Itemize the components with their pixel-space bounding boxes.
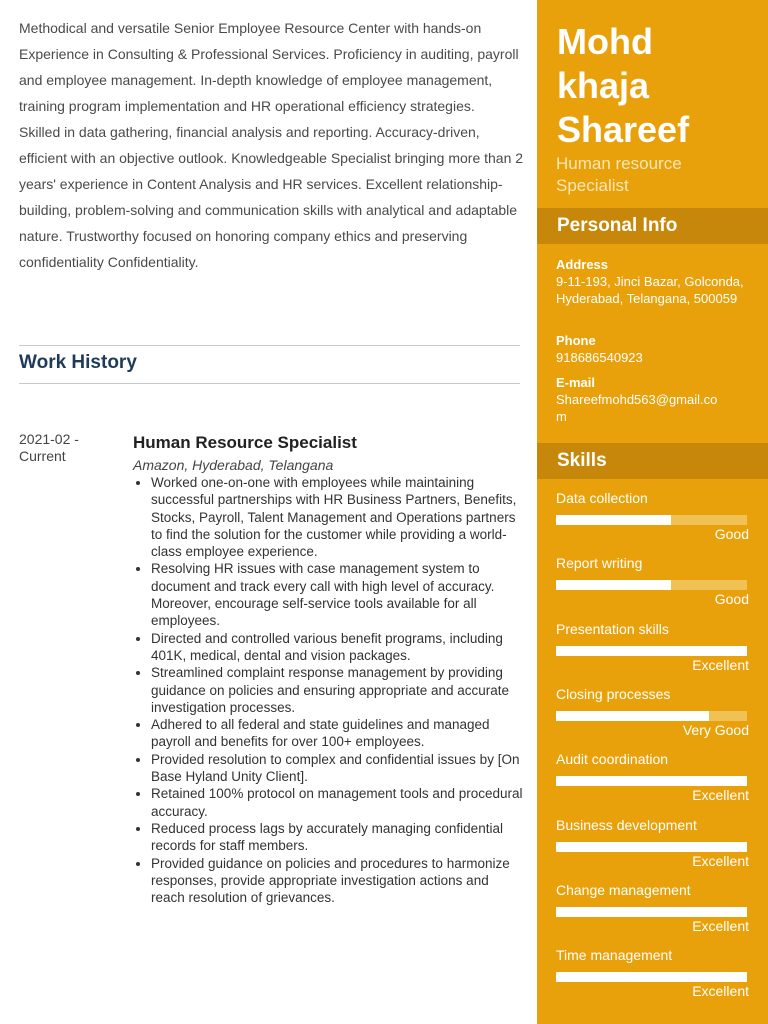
address-block [556, 256, 756, 307]
skill-bar [556, 646, 747, 656]
phone-value: 918686540923 [556, 350, 643, 365]
skill-level: Excellent [692, 983, 749, 1000]
email-line: m [556, 409, 567, 424]
skill-level: Good [714, 526, 749, 542]
skill-bar-fill [556, 646, 747, 656]
job-bullet: • Retained 100% protocol on management tools and procedural accuracy. [151, 785, 525, 820]
skill-item [556, 882, 747, 935]
skill-bar [556, 515, 747, 525]
skill-name: Change management [556, 881, 691, 898]
job-entry [133, 432, 525, 906]
job-bullet: • Streamlined complaint response management by providing guidance on policies and ensuring appropriate and accurate investigation processes. [151, 664, 525, 716]
skill-level: Excellent [692, 852, 749, 869]
role-line: Specialist [556, 176, 629, 195]
skill-item [556, 621, 747, 674]
job-date-start: 2021-02 - [19, 431, 79, 447]
address-value: 9-11-193, Jinci Bazar, Golconda, Hyderabad, Telangana, 500059 [556, 274, 744, 306]
skill-bar [556, 842, 747, 852]
sidebar [537, 0, 768, 1024]
skill-bar-fill [556, 842, 747, 852]
job-company: Amazon, Hyderabad, Telangana [133, 457, 334, 473]
job-bullets [133, 474, 525, 906]
skill-item [556, 751, 747, 804]
skill-bar-fill [556, 907, 747, 917]
work-history-heading: Work History [19, 352, 137, 373]
skill-bar [556, 776, 747, 786]
email-value[interactable] [556, 391, 756, 425]
skill-name: Report writing [556, 555, 643, 572]
phone-label: Phone [556, 333, 596, 348]
skill-bar-fill [556, 711, 709, 721]
skill-level: Excellent [692, 917, 749, 934]
skill-item [556, 947, 747, 1000]
summary-paragraph-2: Skilled in data gathering, financial analysis and reporting. Accuracy-driven, efficient with an objective outlook. Knowledgeable Specialist bringing more than 2 years' experience in Content Analysis and HR services. Excellent relationship-building, problem-solving and communication skills with analytical and adaptable nature. Trustworthy focused on honoring company ethics and preserving confidentiality Confidentiality. [19, 124, 524, 270]
skill-item [556, 817, 747, 870]
job-bullet: • Reduced process lags by accurately managing confidential records for staff members. [151, 820, 525, 855]
skill-item [556, 686, 747, 739]
email-line: Shareefmohd563@gmail.co [556, 392, 718, 407]
skills-heading: Skills [557, 450, 607, 471]
skill-bar-fill [556, 580, 671, 590]
address-label: Address [556, 257, 609, 272]
name-line: khaja [557, 65, 650, 106]
skill-bar [556, 580, 747, 590]
personal-info-band [537, 208, 768, 244]
skill-level: Good [714, 591, 749, 608]
skill-level: Excellent [692, 656, 749, 673]
skills-band [537, 443, 768, 479]
job-bullet: • Resolving HR issues with case management system to document and track every call with high level of accuracy. Moreover, encourage self-service tools available for all employees. [151, 560, 525, 629]
skill-bar-fill [556, 515, 671, 525]
professional-summary [19, 15, 524, 275]
role-line: Human resource [556, 154, 682, 173]
skill-bar [556, 972, 747, 982]
section-divider-bottom [19, 383, 520, 384]
phone-block [556, 332, 756, 366]
skill-name: Audit coordination [556, 751, 669, 768]
job-bullet: • Provided guidance on policies and procedures to harmonize responses, provide appropriate investigation actions and reach resolution of grievances. [151, 855, 525, 907]
job-bullet: • Provided resolution to complex and confidential issues by [On Base Hyland Unity Client]. [151, 751, 525, 786]
section-divider-top [19, 345, 520, 346]
email-label: E-mail [556, 375, 596, 390]
skill-name: Time management [556, 947, 673, 964]
job-bullet: • Worked one-on-one with employees while maintaining successful partnerships with HR Business Partners, Benefits, Stocks, Payroll, Talent Management and Operations partners to find the solution for the customer while providing a world-class employee experience. [151, 474, 525, 560]
skill-name: Business development [556, 816, 697, 833]
skill-level: Very Good [682, 721, 749, 738]
skill-name: Presentation skills [556, 620, 669, 637]
job-dates [19, 431, 109, 465]
skill-bar [556, 907, 747, 917]
candidate-name [557, 20, 689, 152]
skill-bar [556, 711, 747, 721]
skill-level: Excellent [692, 787, 749, 804]
name-line: Mohd [557, 21, 653, 62]
job-title: Human Resource Specialist [133, 433, 357, 452]
name-line: Shareef [557, 109, 690, 150]
skill-bar-fill [556, 972, 747, 982]
job-bullet: • Adhered to all federal and state guidelines and managed payroll and benefits for over 100+ employees. [151, 716, 525, 751]
skill-item [556, 490, 747, 543]
skill-name: Closing processes [556, 685, 671, 702]
job-date-end: Current [19, 448, 66, 464]
summary-paragraph-1: Methodical and versatile Senior Employee Resource Center with hands-on Experience in Consulting & Professional Services. Proficiency in auditing, payroll and employee management. In-depth knowledge of employee management, training program implementation and HR operational efficiency strategies. [19, 20, 519, 114]
skill-item [556, 555, 747, 608]
email-block [556, 374, 756, 425]
job-bullet: • Directed and controlled various benefit programs, including 401K, medical, dental and vision packages. [151, 630, 525, 665]
personal-info-heading: Personal Info [557, 215, 678, 236]
skill-bar-fill [556, 776, 747, 786]
candidate-role [556, 153, 682, 197]
skill-name: Data collection [556, 490, 648, 506]
